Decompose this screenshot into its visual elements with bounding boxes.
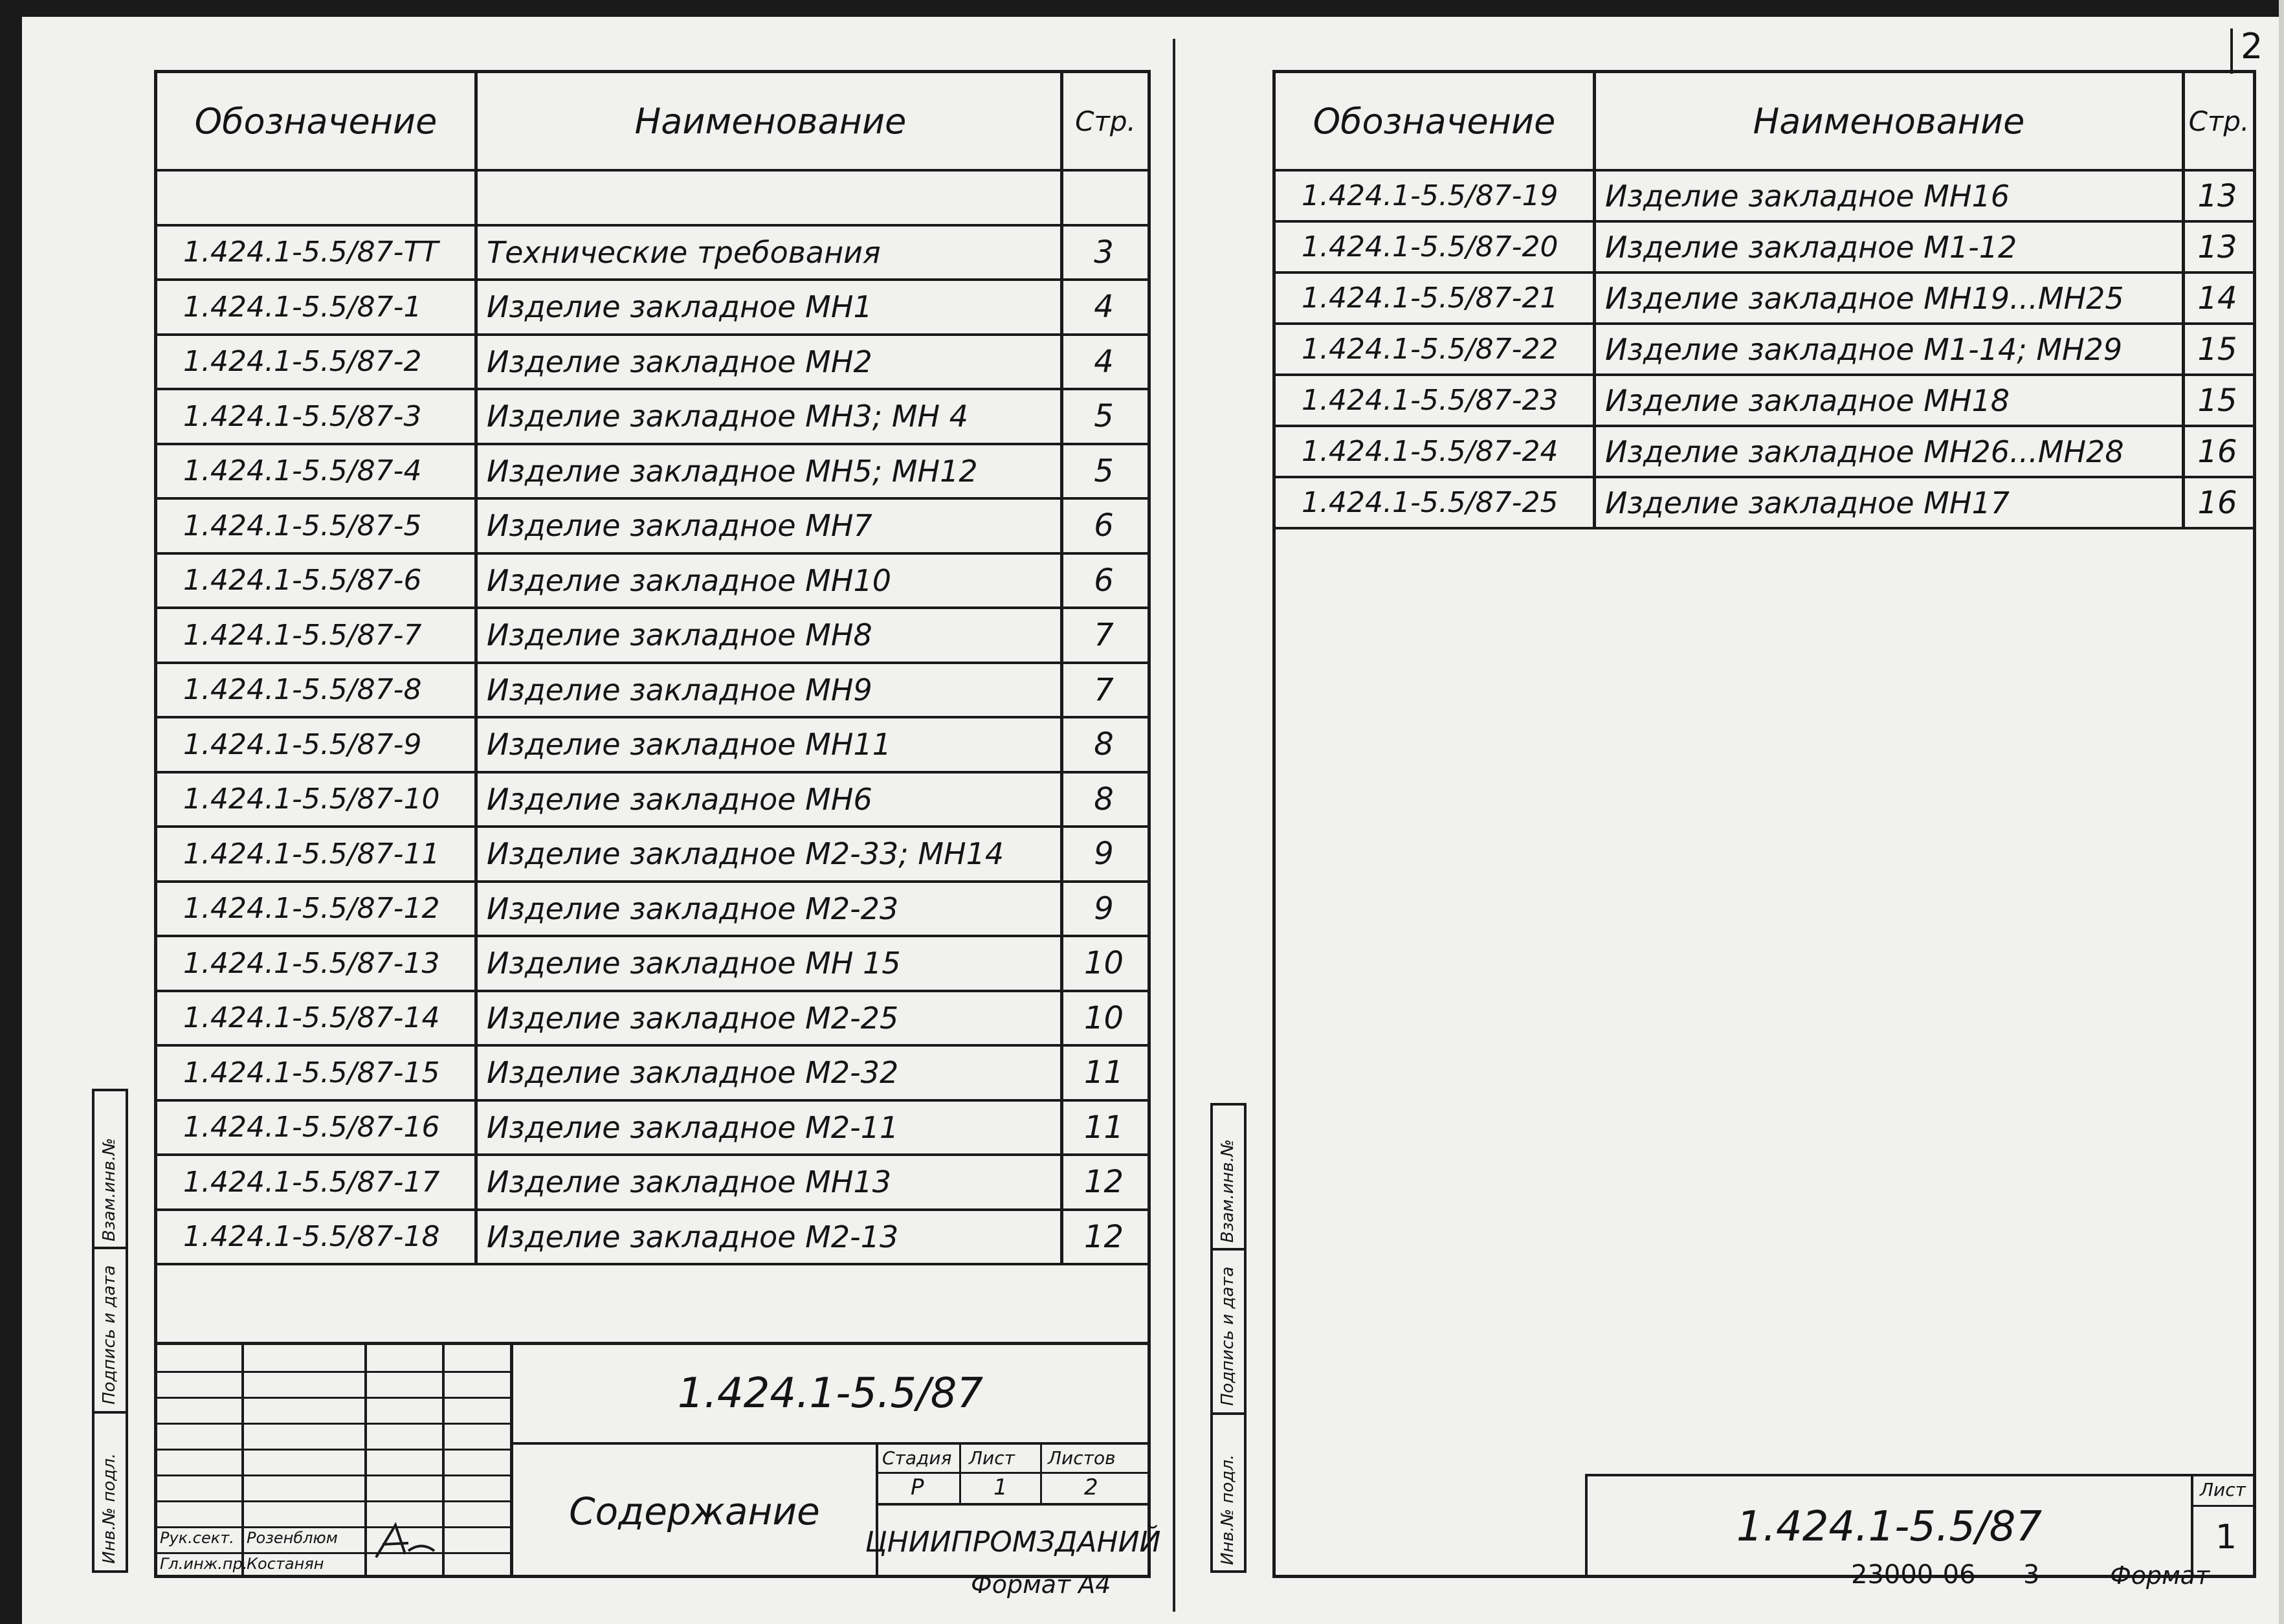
right-format-label: Формат [2110, 1561, 2210, 1590]
page-cell: 13 [2197, 228, 2237, 265]
designation-cell: 1.424.1-5.5/87-19 [1302, 179, 1558, 212]
sheet-divider [1173, 39, 1179, 1612]
left-side-stamp-spacer [123, 1089, 157, 1568]
page-cell: 14 [2197, 280, 2237, 317]
page-cell: 5 [1094, 452, 1114, 489]
name-cell: Изделие закладное МН17 [1605, 485, 2010, 520]
name-cell: Изделие закладное МН26...МН28 [1605, 434, 2124, 469]
page-cell [1063, 172, 1144, 224]
archive-number: 23000-06 [1851, 1560, 1976, 1590]
right-header-row [1276, 73, 2253, 172]
name-cell: Изделие закладное М2-11 [487, 1109, 899, 1145]
archive-page: 3 [2023, 1560, 2040, 1590]
page-cell: 16 [2197, 484, 2237, 521]
designation-cell: 1.424.1-5.5/87-11 [183, 837, 440, 871]
left-sheet [154, 70, 1161, 1578]
table-row [1276, 172, 2253, 223]
designation-cell: 1.424.1-5.5/87-6 [183, 564, 422, 597]
page-cell: 9 [1094, 836, 1114, 873]
person-role: Гл.инж.пр. [160, 1555, 248, 1573]
designation-cell: 1.424.1-5.5/87-21 [1302, 282, 1558, 315]
page-cell: 4 [1094, 289, 1114, 326]
table-row [157, 992, 1148, 1047]
name-cell: Изделие закладное МН18 [1605, 383, 2010, 418]
name-cell: Изделие закладное МН3; МН 4 [487, 399, 968, 434]
stamp-label: Взам.инв.№ [100, 1138, 119, 1241]
page-cell: 3 [1094, 234, 1114, 271]
stage-value: Р [911, 1474, 924, 1500]
designation-cell: 1.424.1-5.5/87-14 [183, 1001, 440, 1035]
name-cell: Изделие закладное М1-14; МН29 [1605, 331, 2123, 367]
left-title-block [157, 1342, 1161, 1578]
page-cell: 8 [1094, 726, 1114, 763]
name-cell: Изделие закладное МН9 [487, 672, 872, 707]
table-row [157, 445, 1148, 500]
name-cell: Изделие закладное МН 15 [487, 946, 901, 981]
left-format-label: Формат А4 [971, 1570, 1111, 1599]
table-row [157, 390, 1148, 445]
right-side-stamp-spacer [1241, 1103, 1275, 1568]
designation-cell: 1.424.1-5.5/87-1 [183, 290, 422, 324]
stamp-label: Инв.№ подл. [100, 1452, 119, 1564]
page-cell: 12 [1083, 1164, 1124, 1201]
right-sheet [1272, 70, 2256, 1578]
designation-cell: 1.424.1-5.5/87-16 [183, 1111, 440, 1144]
scan-right-edge [2279, 0, 2284, 1624]
page-cell: 10 [1083, 945, 1124, 982]
stamp-label: Подпись и дата [100, 1265, 119, 1405]
name-cell: Изделие закладное М2-13 [487, 1219, 899, 1254]
page-cell: 10 [1083, 999, 1124, 1036]
designation-cell: 1.424.1-5.5/87-ТТ [183, 236, 439, 269]
table-row [157, 1102, 1148, 1157]
name-cell: Изделие закладное МН8 [487, 617, 872, 653]
page-cell: 11 [1083, 1109, 1124, 1146]
designation-cell: 1.424.1-5.5/87-17 [183, 1165, 440, 1199]
designation-cell: 1.424.1-5.5/87-3 [183, 399, 422, 433]
table-row [157, 828, 1148, 883]
table-row [157, 773, 1148, 829]
stamp-label: Подпись и дата [1218, 1266, 1237, 1406]
document-title: Содержание [569, 1489, 820, 1533]
right-document-code: 1.424.1-5.5/87 [1736, 1503, 2043, 1551]
name-cell: Изделие закладное М2-25 [487, 1000, 899, 1036]
sheets-value: 2 [1084, 1474, 1098, 1500]
designation-cell: 1.424.1-5.5/87-5 [183, 509, 422, 542]
page-cell: 9 [1094, 890, 1114, 927]
page-cell: 8 [1094, 781, 1114, 818]
designation-cell: 1.424.1-5.5/87-13 [183, 946, 440, 980]
signature-mark [370, 1518, 441, 1570]
left-document-code: 1.424.1-5.5/87 [677, 1370, 984, 1418]
table-row [1276, 376, 2253, 427]
name-cell: Изделие закладное МН13 [487, 1164, 891, 1200]
page-cell: 7 [1094, 617, 1114, 654]
left-header-row [157, 73, 1148, 172]
table-row [1276, 325, 2253, 376]
name-cell: Изделие закладное МН1 [487, 289, 872, 325]
table-row [157, 664, 1148, 719]
table-row [157, 609, 1148, 664]
table-row [157, 227, 1148, 282]
person-role: Рук.сект. [160, 1529, 234, 1547]
table-row [157, 555, 1148, 610]
designation-cell: 1.424.1-5.5/87-8 [183, 673, 422, 707]
name-cell: Изделие закладное МН11 [487, 727, 891, 762]
page-cell: 11 [1083, 1054, 1124, 1091]
page-cell: 15 [2197, 382, 2237, 419]
page-cell: 15 [2197, 331, 2237, 368]
name-cell: Изделие закладное М2-23 [487, 891, 899, 926]
name-cell: Изделие закладное МН5; МН12 [487, 453, 978, 489]
designation-cell: 1.424.1-5.5/87-24 [1302, 435, 1558, 468]
table-row [157, 883, 1148, 938]
name-cell: Изделие закладное М2-33; МН14 [487, 836, 1004, 872]
stage-label: Стадия [882, 1447, 952, 1469]
name-cell: Изделие закладное МН7 [487, 508, 872, 544]
page-cell: 12 [1083, 1218, 1124, 1255]
right-sheet-value: 1 [2215, 1518, 2237, 1557]
table-row [157, 281, 1148, 336]
name-cell: Изделие закладное МН6 [487, 781, 872, 817]
person-name: Розенблюм [247, 1529, 338, 1547]
designation-cell: 1.424.1-5.5/87-10 [183, 783, 440, 816]
name-cell: Изделие закладное МН10 [487, 562, 891, 598]
table-row [1276, 478, 2253, 529]
right-header-page: Стр. [2188, 105, 2250, 137]
table-row [157, 336, 1148, 391]
designation-cell: 1.424.1-5.5/87-12 [183, 892, 440, 926]
left-header-name: Наименование [634, 100, 907, 142]
designation-cell: 1.424.1-5.5/87-4 [183, 454, 422, 488]
scan-top-border [0, 0, 2284, 17]
scan-left-border [0, 0, 22, 1624]
right-sheet-label: Лист [2200, 1479, 2246, 1500]
table-row [1276, 274, 2253, 325]
left-header-designation: Обозначение [194, 100, 438, 142]
organization: ЦНИИПРОМЗДАНИЙ [865, 1525, 1161, 1559]
name-cell: Изделие закладное МН16 [1605, 178, 2010, 214]
designation-cell: 1.424.1-5.5/87-7 [183, 618, 422, 652]
table-row [157, 718, 1148, 773]
page-cell: 4 [1094, 343, 1114, 380]
page-cell: 6 [1094, 507, 1114, 544]
name-cell: Изделие закладное МН19...МН25 [1605, 280, 2124, 316]
name-cell: Технические требования [487, 234, 881, 270]
name-cell: Изделие закладное М1-12 [1605, 229, 2017, 265]
name-cell: Изделие закладное М2-32 [487, 1055, 899, 1091]
person-name: Костанян [247, 1555, 324, 1573]
right-header-designation: Обозначение [1313, 100, 1556, 142]
signature-grid [157, 1345, 513, 1578]
designation-cell [157, 172, 500, 224]
table-row [157, 937, 1148, 992]
designation-cell: 1.424.1-5.5/87-2 [183, 345, 422, 379]
designation-cell: 1.424.1-5.5/87-9 [183, 728, 422, 761]
sheet-value: 1 [993, 1474, 1008, 1500]
sheets-label: Листов [1048, 1447, 1116, 1469]
page-cell: 16 [2197, 433, 2237, 470]
designation-cell: 1.424.1-5.5/87-25 [1302, 486, 1558, 519]
stage-table [878, 1445, 1148, 1506]
stamp-label: Взам.инв.№ [1218, 1139, 1237, 1243]
table-row [1276, 223, 2253, 274]
page-marker-line [2230, 28, 2233, 74]
left-header-page: Стр. [1075, 105, 1136, 137]
table-row [1276, 427, 2253, 478]
designation-cell: 1.424.1-5.5/87-23 [1302, 384, 1558, 417]
right-header-name: Наименование [1753, 100, 2025, 142]
table-row [157, 1047, 1148, 1102]
table-row [157, 172, 1148, 227]
designation-cell: 1.424.1-5.5/87-22 [1302, 333, 1558, 366]
page-marker: 2 [2241, 26, 2263, 67]
page-cell: 13 [2197, 177, 2237, 214]
table-row [157, 500, 1148, 555]
table-row [157, 1211, 1148, 1266]
page-cell: 7 [1094, 671, 1114, 708]
page-cell: 5 [1094, 398, 1114, 435]
page-cell: 6 [1094, 562, 1114, 599]
sheet-label: Лист [969, 1447, 1015, 1469]
designation-cell: 1.424.1-5.5/87-18 [183, 1220, 440, 1254]
name-cell [478, 172, 1069, 224]
designation-cell: 1.424.1-5.5/87-15 [183, 1056, 440, 1089]
name-cell: Изделие закладное МН2 [487, 344, 872, 379]
designation-cell: 1.424.1-5.5/87-20 [1302, 230, 1558, 263]
stamp-label: Инв.№ подл. [1218, 1454, 1237, 1565]
table-row [157, 1156, 1148, 1211]
